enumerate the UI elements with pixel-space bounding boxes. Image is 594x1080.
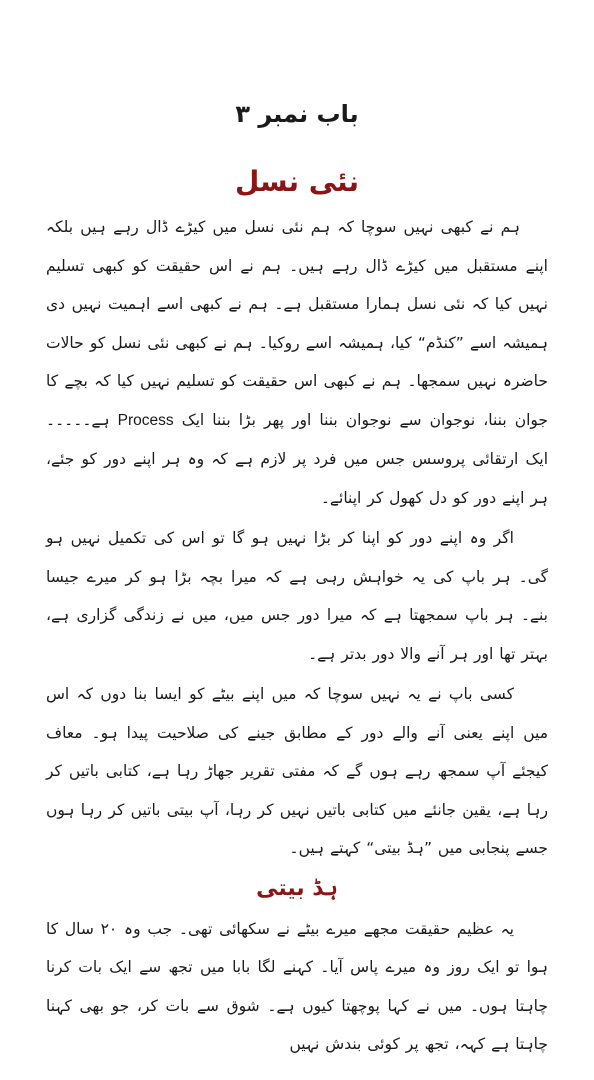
section-heading-had-beeti: ہڈ بیتی <box>256 875 338 901</box>
section-heading-new-generation: نئی نسل <box>234 165 360 198</box>
chapter-title: باب نمبر ۳ <box>235 100 359 128</box>
english-word-process: Process <box>117 411 174 429</box>
paragraph <box>46 208 548 517</box>
paragraph: یہ عظیم حقیقت مجھے میرے بیٹے نے سکھائی تھی۔ جب وہ ۲۰ سال کا ہوا تو ایک روز وہ میرے پاس آیا۔ کہنے لگا بابا میں تجھ سے ایک بات کرنا چاہتا ہوں۔ میں نے کہا پوچھتا کیوں ہے۔ شوق سے بات کر، جو بھی کہنا چاہتا ہے کہہ، تجھ پر کوئی بندش نہیں <box>46 919 548 1053</box>
paragraph: کسی باپ نے یہ نہیں سوچا کہ میں اپنے بیٹے کو ایسا بنا دوں کہ اس میں اپنے یعنی آنے والے دور کے مطابق جینے کی صلاحیت پیدا ہو۔ معاف کیجئے آپ سمجھ رہے ہوں گے کہ مفتی تقریر جھاڑ رہا ہے، کتابی باتیں کر رہا ہے، یقین جانئے میں کتابی باتیں نہیں کر رہا، آپ بیتی باتیں کر رہا ہوں جسے پنجابی میں ”ہڈ بیتی“ کہتے ہیں۔ <box>46 685 548 857</box>
paragraph-text-continued: ہے۔۔۔۔۔ ایک ارتقائی پروسس جس میں فرد پر لازم ہے کہ وہ ہر اپنے دور کو جئے، ہر اپنے دور کو دل کھول کر اپنائے۔ <box>46 410 548 507</box>
paragraph: اگر وہ اپنے دور کو اپنا کر بڑا نہیں ہو گا تو اس کی تکمیل نہیں ہو گی۔ ہر باپ کی یہ خواہش رہی ہے کہ میرا بچہ بڑا ہو کر میرے جیسا بنے۔ ہر باپ سمجھتا ہے کہ میرا دور جس میں، میں نے زندگی گزاری ہے، بہتر تھا اور ہر آنے والا دور بدتر ہے۔ <box>46 529 548 663</box>
paragraph-text: ہم نے کبھی نہیں سوچا کہ ہم نئی نسل میں کیڑے ڈال رہے ہیں بلکہ اپنے مستقبل میں کیڑے ڈال رہے ہیں۔ ہم نے اس حقیقت کو کبھی تسلیم نہیں کیا کہ نئی نسل ہمارا مستقبل ہے۔ ہم نے کبھی اسے اہمیت نہیں دی ہمیشہ اسے ”کنڈم“ کیا، ہمیشہ اسے روکیا۔ ہم نے کبھی نئی نسل کو حالات حاضرہ نہیں سمجھا۔ ہم نے کبھی اس حقیقت کو تسلیم نہیں کیا کہ بچے کا جوان بننا، نوجوان سے نوجوان بننا اور پھر بڑا بننا ایک <box>46 218 548 429</box>
